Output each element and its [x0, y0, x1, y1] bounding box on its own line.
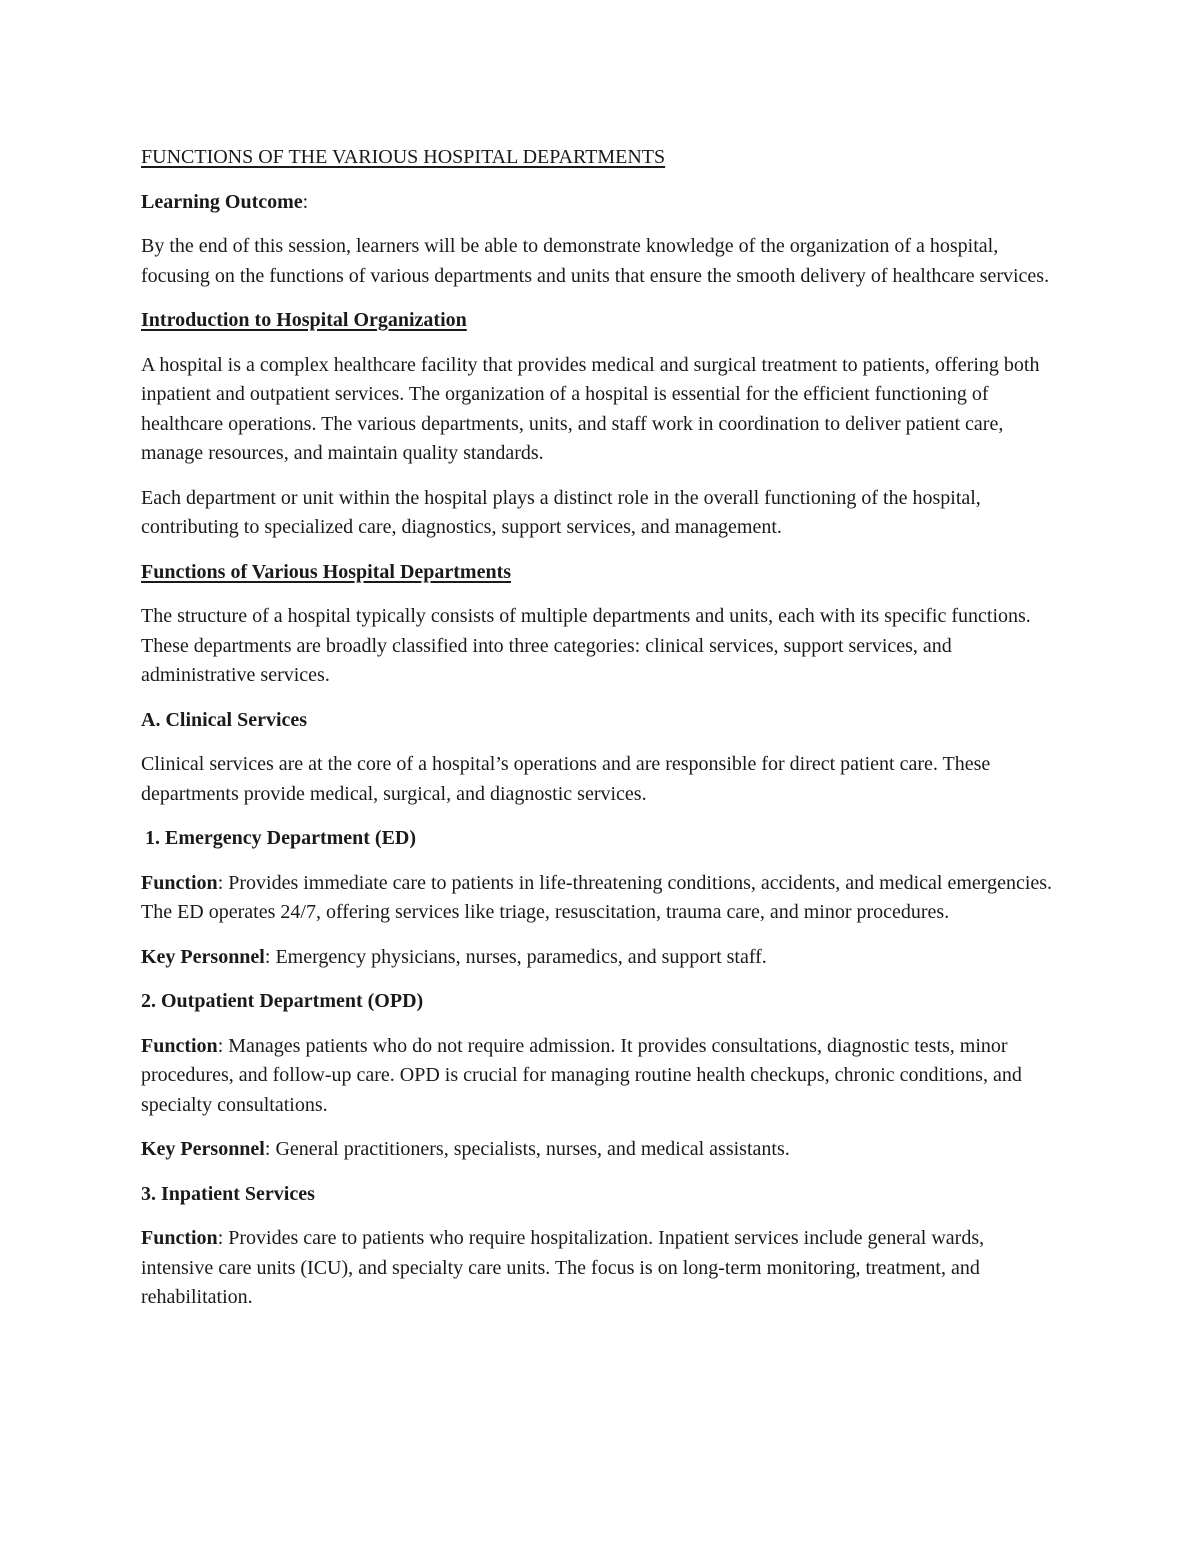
intro-paragraph-2: Each department or unit within the hospital plays a distinct role in the overall functioning of the hospital, contributing to specialized care, diagnostics, support services, and management.: [141, 486, 981, 538]
functions-paragraph: The structure of a hospital typically consists of multiple departments and units, each with its specific functions. These departments are broadly classified into three categories: clinical services, support services, and administrative services.: [141, 605, 1031, 686]
document-title: FUNCTIONS OF THE VARIOUS HOSPITAL DEPARTMENTS: [141, 146, 666, 168]
function-label: Function: [141, 1034, 218, 1057]
function-text: Provides care to patients who require hospitalization. Inpatient services include general wards, intensive care units (ICU), and specialty care units. The focus is on long-term monitoring, treatment, and rehabilitation.: [141, 1227, 985, 1308]
clinical-services-paragraph: Clinical services are at the core of a hospital’s operations and are responsible for direct patient care. These departments provide medical, surgical, and diagnostic services.: [141, 753, 991, 805]
document-page: [141, 143, 1061, 1328]
department-function-inpatient: Function: Provides care to patients who require hospitalization. Inpatient services include general wards, intensive care units (ICU), and specialty care units. The focus is on long-term monitoring, treatment, and rehabilitation.: [141, 1227, 985, 1308]
department-function-emergency: Function: Provides immediate care to patients in life-threatening conditions, accidents, and medical emergencies. The ED operates 24/7, offering services like triage, resuscitation, trauma care, and minor procedures.: [141, 871, 1053, 923]
key-personnel-label: Key Personnel: [141, 945, 265, 968]
intro-heading: Introduction to Hospital Organization: [141, 309, 467, 331]
function-text: Manages patients who do not require admission. It provides consultations, diagnostic tests, minor procedures, and follow-up care. OPD is crucial for managing routine health checkups, chronic conditions, and specialty consultations.: [141, 1034, 1022, 1116]
department-personnel-emergency: Key Personnel: Emergency physicians, nurses, paramedics, and support staff.: [141, 945, 767, 968]
department-heading-emergency: 1. Emergency Department (ED): [145, 827, 417, 849]
learning-outcome-heading: Learning Outcome:: [141, 190, 309, 213]
learning-outcome-text: By the end of this session, learners will be able to demonstrate knowledge of the organization of a hospital, focusing on the functions of various departments and units that ensure the smooth delivery of healthcare services.: [141, 235, 1050, 287]
function-label: Function: [141, 871, 218, 894]
learning-outcome-label: Learning Outcome: [141, 190, 303, 213]
department-heading-inpatient: 3. Inpatient Services: [141, 1182, 315, 1205]
clinical-services-heading: A. Clinical Services: [141, 708, 308, 731]
key-personnel-label: Key Personnel: [141, 1138, 265, 1160]
department-personnel-outpatient: Key Personnel: General practitioners, specialists, nurses, and medical assistants.: [141, 1138, 790, 1160]
function-label: Function: [141, 1227, 218, 1249]
intro-paragraph-1: A hospital is a complex healthcare facility that provides medical and surgical treatment to patients, offering both inpatient and outpatient services. The organization of a hospital is essential for the efficient functioning of healthcare operations. The various departments, units, and staff work in coordination to deliver patient care, manage resources, and maintain quality standards.: [141, 353, 1040, 464]
function-text: Provides immediate care to patients in life-threatening conditions, accidents, and medical emergencies. The ED operates 24/7, offering services like triage, resuscitation, trauma care, and minor procedures.: [141, 871, 1053, 923]
personnel-text: Emergency physicians, nurses, paramedics, and support staff.: [275, 945, 767, 968]
personnel-text: General practitioners, specialists, nurses, and medical assistants.: [275, 1138, 790, 1160]
department-heading-outpatient: 2. Outpatient Department (OPD): [141, 990, 424, 1012]
functions-heading: Functions of Various Hospital Departments: [141, 560, 512, 583]
department-function-outpatient: Function: Manages patients who do not require admission. It provides consultations, diagnostic tests, minor procedures, and follow-up care. OPD is crucial for managing routine health checkups, chronic conditions, and specialty consultations.: [141, 1034, 1022, 1116]
